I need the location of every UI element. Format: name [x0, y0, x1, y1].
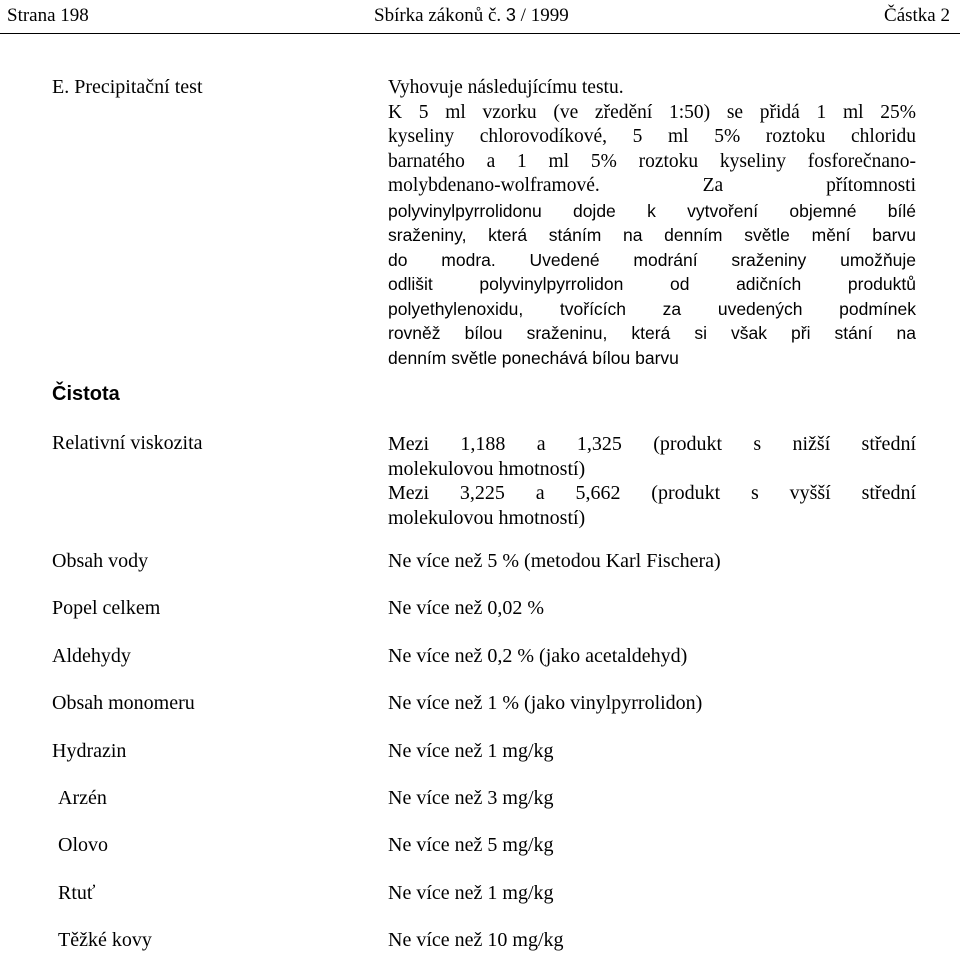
mercury-value: Ne více než 1 mg/kg [388, 882, 554, 904]
desc-line: Vyhovuje následujícímu testu. [388, 77, 624, 98]
hydrazine-value: Ne více než 1 mg/kg [388, 740, 554, 762]
desc-line: molybdenano-wolframové. Za přítomnosti [388, 175, 916, 196]
collection-number: 3 [505, 5, 516, 25]
arsenic-label: Arzén [58, 787, 107, 809]
viscosity-label: Relativní viskozita [52, 432, 203, 454]
monomer-content-label: Obsah monomeru [52, 692, 195, 714]
water-content-value: Ne více než 5 % (metodou Karl Fischera) [388, 550, 721, 572]
desc-line: polyvinylpyrrolidonu dojde k vytvoření objemné bílé [388, 200, 916, 221]
arsenic-value: Ne více než 3 mg/kg [388, 787, 554, 809]
desc-line: rovněž bílou sraženinu, která si však při stání na [388, 323, 916, 343]
desc-line: do modra. Uvedené modrání sraženiny umožňuje [388, 249, 916, 270]
aldehydes-value: Ne více než 0,2 % (jako acetaldehyd) [388, 645, 688, 667]
viscosity-line: Mezi 1,188 a 1,325 (produkt s nižší střední [388, 433, 916, 455]
monomer-content-value: Ne více než 1 % (jako vinylpyrrolidon) [388, 692, 703, 714]
total-ash-value: Ne více než 0,02 % [388, 597, 545, 619]
precipitation-test-description [388, 76, 916, 370]
desc-line: polyethylenoxidu, tvořících za uvedených podmínek [388, 298, 916, 319]
precipitation-test-label: E. Precipitační test [52, 76, 203, 98]
viscosity-value [388, 432, 916, 530]
desc-line: kyseliny chlorovodíkové, 5 ml 5% roztoku chloridu [388, 126, 916, 147]
collection-prefix: Sbírka zákonů č. [374, 5, 506, 26]
collection-reference [374, 5, 569, 27]
desc-line: barnatého a 1 ml 5% roztoku kyseliny fosforečnano- [388, 150, 916, 172]
total-ash-label: Popel celkem [52, 597, 161, 619]
viscosity-line: molekulovou hmotností) [388, 457, 586, 480]
lead-label: Olovo [58, 834, 108, 856]
desc-line: odlišit polyvinylpyrrolidon od adičních produktů [388, 274, 916, 294]
header-rule [0, 33, 960, 34]
mercury-label: Rtuť [58, 882, 96, 904]
page-number: Strana 198 [7, 5, 89, 26]
desc-line: K 5 ml vzorku (ve zředění 1:50) se přidá 1 ml 25% [388, 101, 916, 123]
desc-line: denním světle ponechává bílou barvu [388, 347, 679, 368]
section-title-purity: Čistota [52, 383, 120, 405]
collection-suffix: / 1999 [515, 5, 569, 26]
page-header [0, 0, 960, 34]
water-content-label: Obsah vody [52, 550, 149, 572]
lead-value: Ne více než 5 mg/kg [388, 834, 554, 856]
aldehydes-label: Aldehydy [52, 645, 131, 667]
viscosity-line: molekulovou hmotností) [388, 506, 586, 529]
part-number: Částka 2 [884, 5, 950, 26]
heavy-metals-value: Ne více než 10 mg/kg [388, 929, 564, 951]
hydrazine-label: Hydrazin [52, 740, 127, 762]
viscosity-line: Mezi 3,225 a 5,662 (produkt s vyšší střední [388, 482, 916, 504]
desc-line: sraženiny, která stáním na denním světle mění barvu [388, 225, 916, 245]
heavy-metals-label: Těžké kovy [58, 929, 152, 951]
